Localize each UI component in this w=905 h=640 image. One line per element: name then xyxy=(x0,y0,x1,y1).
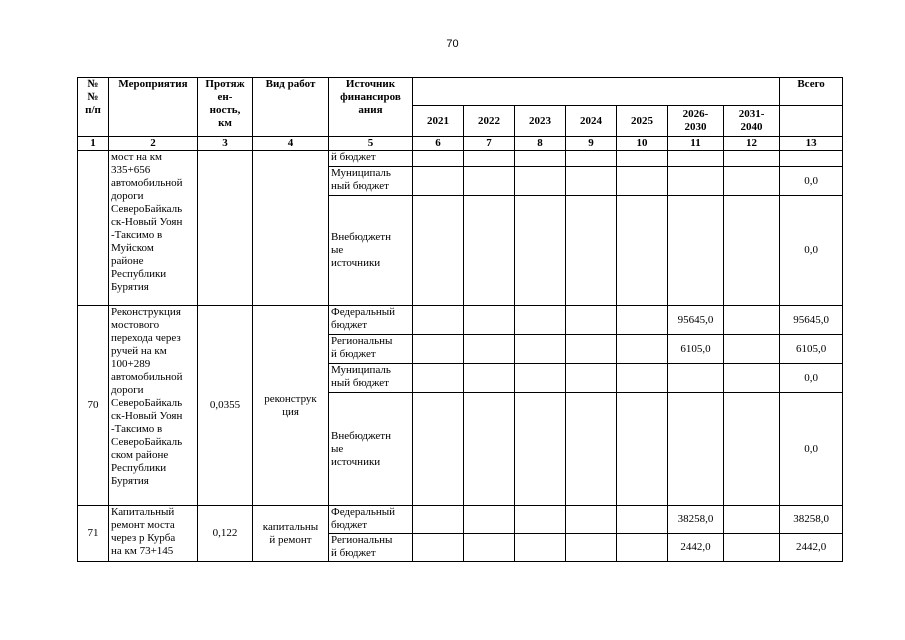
column-index: 4 xyxy=(253,137,329,151)
source-cell: Федеральный бюджет xyxy=(329,506,413,534)
source-cell: Федеральный бюджет xyxy=(329,306,413,335)
header-year: 2031- 2040 xyxy=(724,106,780,137)
column-index: 7 xyxy=(464,137,515,151)
header-length: Протяж ен- ность, км xyxy=(198,78,253,137)
value-2026-2030 xyxy=(668,151,724,167)
column-index: 6 xyxy=(413,137,464,151)
header-event: Мероприятия xyxy=(109,78,198,137)
column-index: 10 xyxy=(617,137,668,151)
cont-num xyxy=(78,151,109,306)
header-row-top xyxy=(78,78,843,106)
item-length: 0,0355 xyxy=(198,306,253,506)
item-event: Капитальный ремонт моста через р Курба на км 73+145 xyxy=(109,506,198,562)
cont-event: мост на км 335+656 автомобильной дороги СевероБайкаль ск-Новый Уоян -Таксимо в Муйском районе Республики Бурятия xyxy=(109,151,198,306)
header-num: № № п/п xyxy=(78,78,109,137)
column-index: 2 xyxy=(109,137,198,151)
value-2026-2030 xyxy=(668,364,724,393)
value-total xyxy=(780,151,843,167)
header-year: 2021 xyxy=(413,106,464,137)
source-cell: Муниципаль ный бюджет xyxy=(329,167,413,196)
header-source: Источник финансиров ания xyxy=(329,78,413,137)
column-index: 12 xyxy=(724,137,780,151)
value-2026-2030: 38258,0 xyxy=(668,506,724,534)
column-index: 5 xyxy=(329,137,413,151)
header-work-type: Вид работ xyxy=(253,78,329,137)
cont-work-type xyxy=(253,151,329,306)
header-total: Всего xyxy=(780,78,843,106)
item-work-type: реконструк ция xyxy=(253,306,329,506)
item-work-type: капитальны й ремонт xyxy=(253,506,329,562)
value-total: 2442,0 xyxy=(780,534,843,562)
table-row xyxy=(78,151,843,167)
value-total: 0,0 xyxy=(780,364,843,393)
column-index: 1 xyxy=(78,137,109,151)
item-length: 0,122 xyxy=(198,506,253,562)
source-cell: Региональны й бюджет xyxy=(329,335,413,364)
value-total: 38258,0 xyxy=(780,506,843,534)
value-2026-2030 xyxy=(668,196,724,306)
value-2026-2030 xyxy=(668,167,724,196)
header-year: 2022 xyxy=(464,106,515,137)
value-2026-2030 xyxy=(668,393,724,506)
source-cell: й бюджет xyxy=(329,151,413,167)
column-index: 3 xyxy=(198,137,253,151)
value-2026-2030: 2442,0 xyxy=(668,534,724,562)
financing-table xyxy=(77,77,843,562)
header-year: 2026- 2030 xyxy=(668,106,724,137)
column-index: 9 xyxy=(566,137,617,151)
column-index: 11 xyxy=(668,137,724,151)
value-2026-2030: 6105,0 xyxy=(668,335,724,364)
column-index: 13 xyxy=(780,137,843,151)
source-cell: Региональны й бюджет xyxy=(329,534,413,562)
page-number: 70 xyxy=(446,38,459,50)
value-total: 0,0 xyxy=(780,167,843,196)
column-index-row xyxy=(78,137,843,151)
item-number: 70 xyxy=(78,306,109,506)
source-cell: Внебюджетн ые источники xyxy=(329,393,413,506)
source-cell: Внебюджетн ые источники xyxy=(329,196,413,306)
item-event: Реконструкция мостового перехода через ручей на км 100+289 автомобильной дороги СевероБайкаль ск-Новый Уоян -Таксимо в СевероБайкаль ском районе Республики Бурятия xyxy=(109,306,198,506)
item-number: 71 xyxy=(78,506,109,562)
cont-length xyxy=(198,151,253,306)
value-total: 6105,0 xyxy=(780,335,843,364)
header-year: 2024 xyxy=(566,106,617,137)
table-row xyxy=(78,306,843,335)
header-year: 2025 xyxy=(617,106,668,137)
value-total: 0,0 xyxy=(780,393,843,506)
source-cell: Муниципаль ный бюджет xyxy=(329,364,413,393)
header-year: 2023 xyxy=(515,106,566,137)
table-row xyxy=(78,506,843,534)
header-years-group xyxy=(413,78,780,106)
column-index: 8 xyxy=(515,137,566,151)
value-total: 0,0 xyxy=(780,196,843,306)
value-total: 95645,0 xyxy=(780,306,843,335)
value-2026-2030: 95645,0 xyxy=(668,306,724,335)
header-total-blank xyxy=(780,106,843,137)
